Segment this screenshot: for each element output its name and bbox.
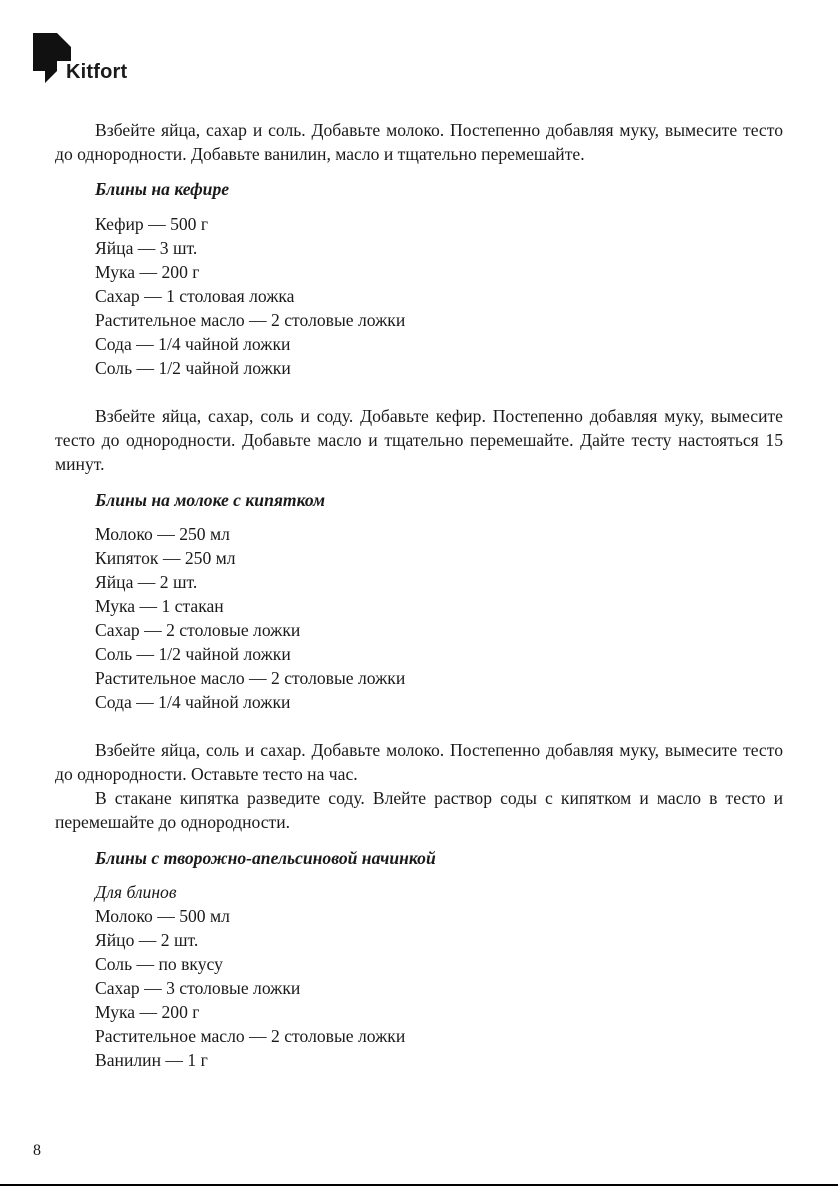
ingredient-item: Мука — 200 г	[95, 1002, 200, 1022]
ingredient-item: Кипяток — 250 мл	[95, 548, 236, 568]
intro-paragraph: Взбейте яйца, сахар и соль. Добавьте молоко. Постепенно добавляя муку, вымесите тесто до однородности. Добавьте ванилин, масло и тщательно перемешайте.	[55, 120, 783, 164]
bottom-rule	[0, 1184, 838, 1186]
ingredient-item: Растительное масло — 2 столовые ложки	[95, 1026, 406, 1046]
recipe-step: Взбейте яйца, сахар, соль и соду. Добавьте кефир. Постепенно добавляя муку, вымесите тесто до однородности. Добавьте масло и тщательно перемешайте. Дайте тесту настояться 15 минут.	[55, 406, 783, 474]
ingredient-item: Соль — 1/2 чайной ложки	[95, 644, 291, 664]
ingredient-item: Сахар — 2 столовые ложки	[95, 620, 301, 640]
ingredient-item: Мука — 1 стакан	[95, 596, 224, 616]
recipe-title: Блины на молоке с кипятком	[95, 490, 326, 510]
recipe-curd-orange	[55, 846, 783, 1072]
ingredient-item: Сахар — 1 столовая ложка	[95, 286, 295, 306]
ingredient-list	[55, 904, 783, 1072]
recipe-kefir	[55, 177, 783, 488]
logo-text: Kitfort	[66, 61, 128, 83]
recipe-title: Блины на кефире	[95, 179, 230, 199]
ingredient-item: Молоко — 500 мл	[95, 906, 230, 926]
ingredient-item: Растительное масло — 2 столовые ложки	[95, 310, 406, 330]
recipe-step: В стакане кипятка разведите соду. Влейте раствор соды с кипятком и масло в тесто и перемешайте до однородности.	[55, 788, 783, 832]
ingredient-item: Соль — по вкусу	[95, 954, 223, 974]
ingredient-item: Яйца — 3 шт.	[95, 238, 198, 258]
ingredient-item: Мука — 200 г	[95, 262, 200, 282]
recipe-subtitle: Для блинов	[95, 882, 177, 902]
recipe-title: Блины с творожно-апельсиновой начинкой	[95, 848, 436, 868]
ingredient-item: Ванилин — 1 г	[95, 1050, 208, 1070]
page-content	[55, 118, 783, 1072]
recipe-milk-boiling-water	[55, 488, 783, 846]
ingredient-item: Соль — 1/2 чайной ложки	[95, 358, 291, 378]
ingredient-list	[55, 522, 783, 714]
ingredient-item: Сода — 1/4 чайной ложки	[95, 334, 291, 354]
recipe-step: Взбейте яйца, соль и сахар. Добавьте молоко. Постепенно добавляя муку, вымесите тесто до однородности. Оставьте тесто на час.	[55, 740, 783, 784]
ingredient-item: Сода — 1/4 чайной ложки	[95, 692, 291, 712]
ingredient-item: Яйца — 2 шт.	[95, 572, 198, 592]
ingredient-item: Растительное масло — 2 столовые ложки	[95, 668, 406, 688]
ingredient-list	[55, 212, 783, 380]
kitfort-logo	[33, 33, 143, 87]
ingredient-item: Молоко — 250 мл	[95, 524, 230, 544]
ingredient-item: Кефир — 500 г	[95, 214, 209, 234]
ingredient-item: Сахар — 3 столовые ложки	[95, 978, 301, 998]
page-number: 8	[33, 1142, 41, 1159]
ingredient-item: Яйцо — 2 шт.	[95, 930, 199, 950]
